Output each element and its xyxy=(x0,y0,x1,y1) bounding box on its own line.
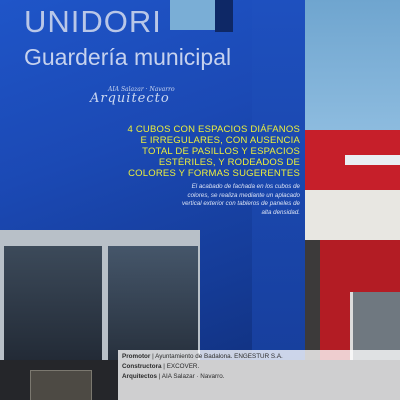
body-paragraph xyxy=(95,183,300,217)
headline-line: TOTAL DE PASILLOS Y ESPACIOS xyxy=(142,146,300,157)
page-subtitle: Guardería municipal xyxy=(24,44,232,70)
credit-promotor: Promotor | Ayuntamiento de Badalona. ENGESTUR S.A. xyxy=(122,353,283,360)
signature-firm: AIA Salazar · Navarro xyxy=(108,86,175,93)
credits-thumbnail xyxy=(30,370,92,400)
architect-signature xyxy=(90,86,175,106)
credit-value: EXCOVER. xyxy=(166,363,200,370)
body-line: vertical exterior con tableros de paneles de xyxy=(182,200,300,208)
signature-role: Arquitecto xyxy=(90,91,170,106)
credit-value: Ayuntamiento de Badalona. ENGESTUR S.A. xyxy=(155,353,283,360)
credit-value: AIA Salazar · Navarro. xyxy=(161,373,225,380)
headline-line: E IRREGULARES, CON AUSENCIA xyxy=(140,135,300,146)
headline-line: 4 CUBOS CON ESPACIOS DIÁFANOS xyxy=(127,124,300,135)
credit-constructora: Constructora | EXCOVER. xyxy=(122,363,200,370)
credit-label: Constructora xyxy=(122,363,162,370)
headline-line: ESTÉRILES, Y RODEADOS DE xyxy=(158,157,300,168)
headline-line: COLORES Y FORMAS SUGERENTES xyxy=(128,168,300,179)
blue-facade-side xyxy=(252,0,305,360)
credit-label: Promotor xyxy=(122,353,151,360)
white-canopy xyxy=(305,190,400,242)
headline xyxy=(100,124,300,179)
body-line: colores, se realiza mediante un aplacado xyxy=(187,191,300,199)
body-line: alta densidad. xyxy=(261,208,300,216)
red-cube-window-slot xyxy=(345,155,400,165)
page-title: UNIDORI xyxy=(24,4,162,39)
credit-arquitectos: Arquitectos | AIA Salazar · Navarro. xyxy=(122,373,225,380)
credit-label: Arquitectos xyxy=(122,373,157,380)
roof-shadow xyxy=(215,0,233,32)
body-line: El acabado de fachada en los cubos de xyxy=(191,183,300,190)
